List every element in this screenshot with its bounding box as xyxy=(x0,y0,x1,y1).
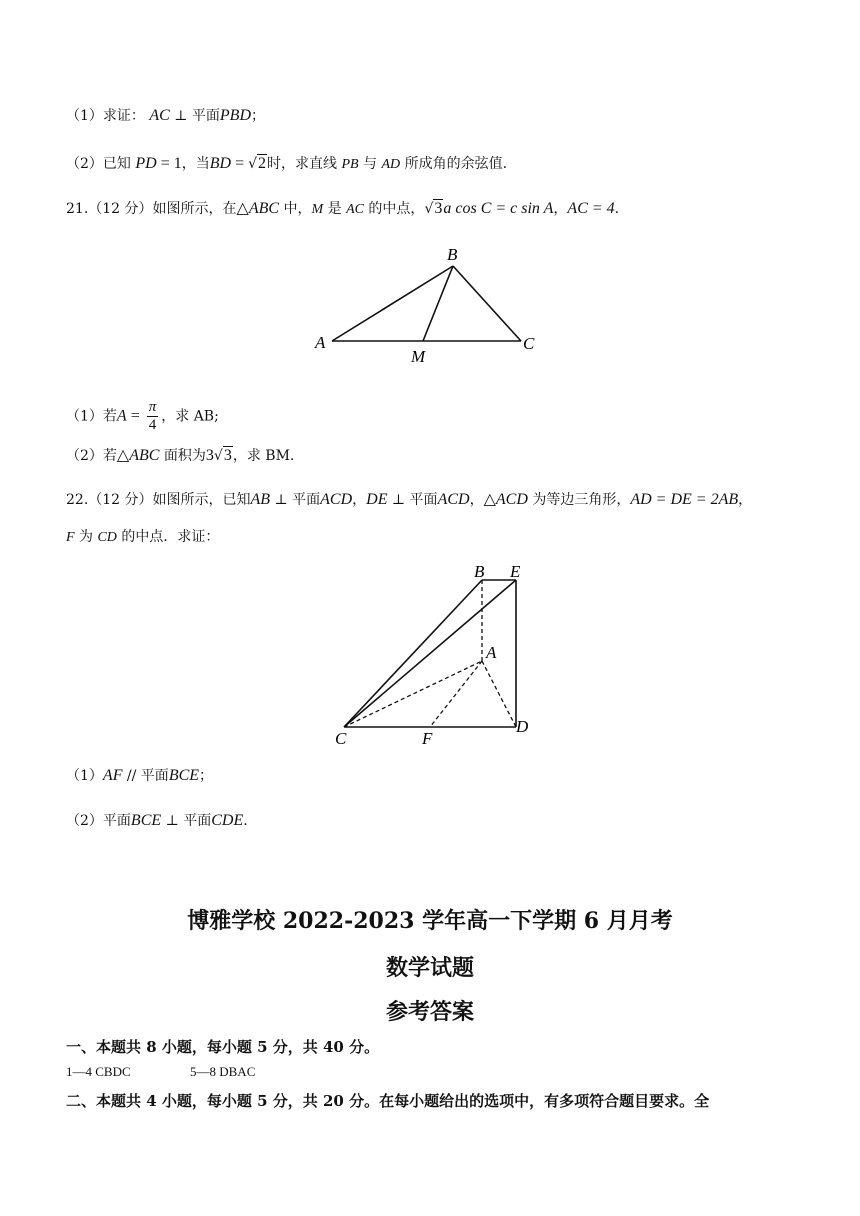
label-f: F xyxy=(422,729,433,748)
q20-part2 xyxy=(66,154,507,175)
text: ，求 AB; xyxy=(161,408,219,425)
q20-part1-number: （1）求证： xyxy=(66,108,145,124)
math-pb: PB xyxy=(341,157,359,172)
math-cd: CD xyxy=(97,530,117,545)
text-when: ，当 xyxy=(181,156,210,172)
label-c: C xyxy=(335,729,347,748)
math-acd: ACD xyxy=(437,491,470,508)
math-ab: AB xyxy=(250,491,271,508)
q20-part2-number: （2）已知 xyxy=(66,156,131,172)
text: 的中点， xyxy=(363,201,425,217)
q22-part1 xyxy=(66,766,213,786)
q21-part2 xyxy=(66,446,294,466)
math-pbd: PBD xyxy=(219,107,252,124)
math-equalities: AD = DE = 2AB xyxy=(630,491,739,508)
edge-ab xyxy=(332,266,453,341)
fraction-numerator: π xyxy=(148,399,157,415)
q21-stem xyxy=(66,199,619,220)
text: 所成角的余弦值. xyxy=(400,156,508,172)
label-a: A xyxy=(315,333,326,352)
math-eq: = xyxy=(126,407,144,425)
text: 中， xyxy=(279,201,312,217)
q21-part1-number: （1）若 xyxy=(66,408,117,425)
punct: ； xyxy=(199,768,214,784)
q20-part1 xyxy=(66,106,265,126)
math-equation: a cos C = c sin A xyxy=(443,200,554,217)
math-ac: AC xyxy=(346,202,364,217)
edge-bc xyxy=(453,266,521,341)
label-d: D xyxy=(516,717,529,736)
math-a: A xyxy=(116,407,127,425)
q22-part1-number: （1） xyxy=(66,768,103,784)
text: // 平面 xyxy=(122,768,169,784)
math-cde: CDE xyxy=(211,812,244,829)
math-ad: AD xyxy=(381,157,401,172)
math-ac: AC xyxy=(149,107,170,124)
math-af: AF xyxy=(102,767,123,784)
math-de: DE xyxy=(366,491,388,508)
q22-number: 22.（12 分）如图所示，已知 xyxy=(66,492,251,508)
text: 与 xyxy=(358,156,382,172)
fraction-denominator: 4 xyxy=(148,417,157,433)
edge-cb xyxy=(344,580,482,727)
math-eq-one: = 1 xyxy=(156,155,182,172)
sqrt-radicand: 3 xyxy=(434,200,443,217)
sqrt-radicand: 2 xyxy=(258,155,267,172)
math-triangle-acd: △ACD xyxy=(483,491,528,508)
fraction-pi-over-4 xyxy=(147,399,159,434)
math-bce: BCE xyxy=(168,767,200,784)
punct: ； xyxy=(251,108,266,124)
text: 为等边三角形， xyxy=(527,492,631,508)
text: ， xyxy=(469,492,484,508)
solid-geometry-diagram xyxy=(326,560,546,750)
text: 为 xyxy=(74,529,98,545)
math-ac-eq: AC = 4 xyxy=(567,200,615,217)
q22-part2 xyxy=(66,811,248,831)
math-m: M xyxy=(311,202,324,217)
text: ， xyxy=(553,201,568,217)
q22-part2-number: （2）平面 xyxy=(66,813,131,829)
school-exam-title: 博雅学校 2022-2023 学年高一下学期 6 月月考 xyxy=(187,908,673,934)
text: 时，求直线 xyxy=(267,156,342,172)
section2-heading: 二、本题共 4 小题，每小题 5 分，共 20 分。在每小题给出的选项中，有多项符合题目要求。全 xyxy=(66,1092,710,1110)
math-eq: = xyxy=(231,155,249,172)
edge-af-hidden xyxy=(430,661,482,727)
math-coefficient: 3 xyxy=(205,447,214,464)
median-bm xyxy=(423,266,453,341)
text: ⊥ 平面 xyxy=(161,813,212,829)
text: ，求 BM. xyxy=(232,448,295,464)
label-b: B xyxy=(474,562,485,581)
label-m: M xyxy=(411,347,426,366)
section1-heading: 一、本题共 8 小题，每小题 5 分，共 40 分。 xyxy=(66,1038,380,1056)
q21-part1 xyxy=(66,399,219,434)
label-e: E xyxy=(510,562,521,581)
edge-ca-hidden xyxy=(344,661,482,727)
text: ⊥ 平面 xyxy=(270,492,321,508)
q21-part2-number: （2）若 xyxy=(66,448,117,464)
text: ， xyxy=(352,492,367,508)
punct: . xyxy=(243,813,248,829)
edge-ad-hidden xyxy=(482,661,516,727)
math-acd: ACD xyxy=(320,491,353,508)
q22-stem-line1 xyxy=(66,490,752,510)
math-triangle-abc: △ABC xyxy=(116,447,160,464)
q22-stem-line2 xyxy=(66,527,219,548)
text: ⊥ 平面 xyxy=(387,492,438,508)
math-triangle-abc: △ABC xyxy=(236,200,280,217)
sqrt-expression: √3 xyxy=(213,447,232,464)
math-bce: BCE xyxy=(130,812,162,829)
triangle-diagram xyxy=(310,240,550,368)
text: 的中点．求证： xyxy=(116,529,220,545)
sqrt-expression: √2 xyxy=(248,155,267,172)
section1-answers-1-4: 1—4 CBDC xyxy=(66,1064,131,1079)
text: ， xyxy=(738,492,753,508)
text: . xyxy=(614,201,620,217)
label-b: B xyxy=(447,245,458,264)
q21-number: 21.（12 分）如图所示，在 xyxy=(66,201,237,217)
answers-title: 参考答案 xyxy=(385,999,474,1025)
sqrt-expression: √3 xyxy=(424,200,443,217)
section1-answers-5-8: 5—8 DBAC xyxy=(190,1064,256,1079)
math-bd: BD xyxy=(209,155,232,172)
text: 面积为 xyxy=(159,448,206,464)
perp-plane-text: ⊥ 平面 xyxy=(169,108,220,124)
subject-title: 数学试题 xyxy=(385,955,474,981)
math-pd: PD xyxy=(135,155,157,172)
math-f: F xyxy=(66,530,75,545)
text: 是 xyxy=(323,201,347,217)
label-c: C xyxy=(523,334,535,353)
sqrt-radicand: 3 xyxy=(223,447,232,464)
label-a: A xyxy=(486,643,497,662)
